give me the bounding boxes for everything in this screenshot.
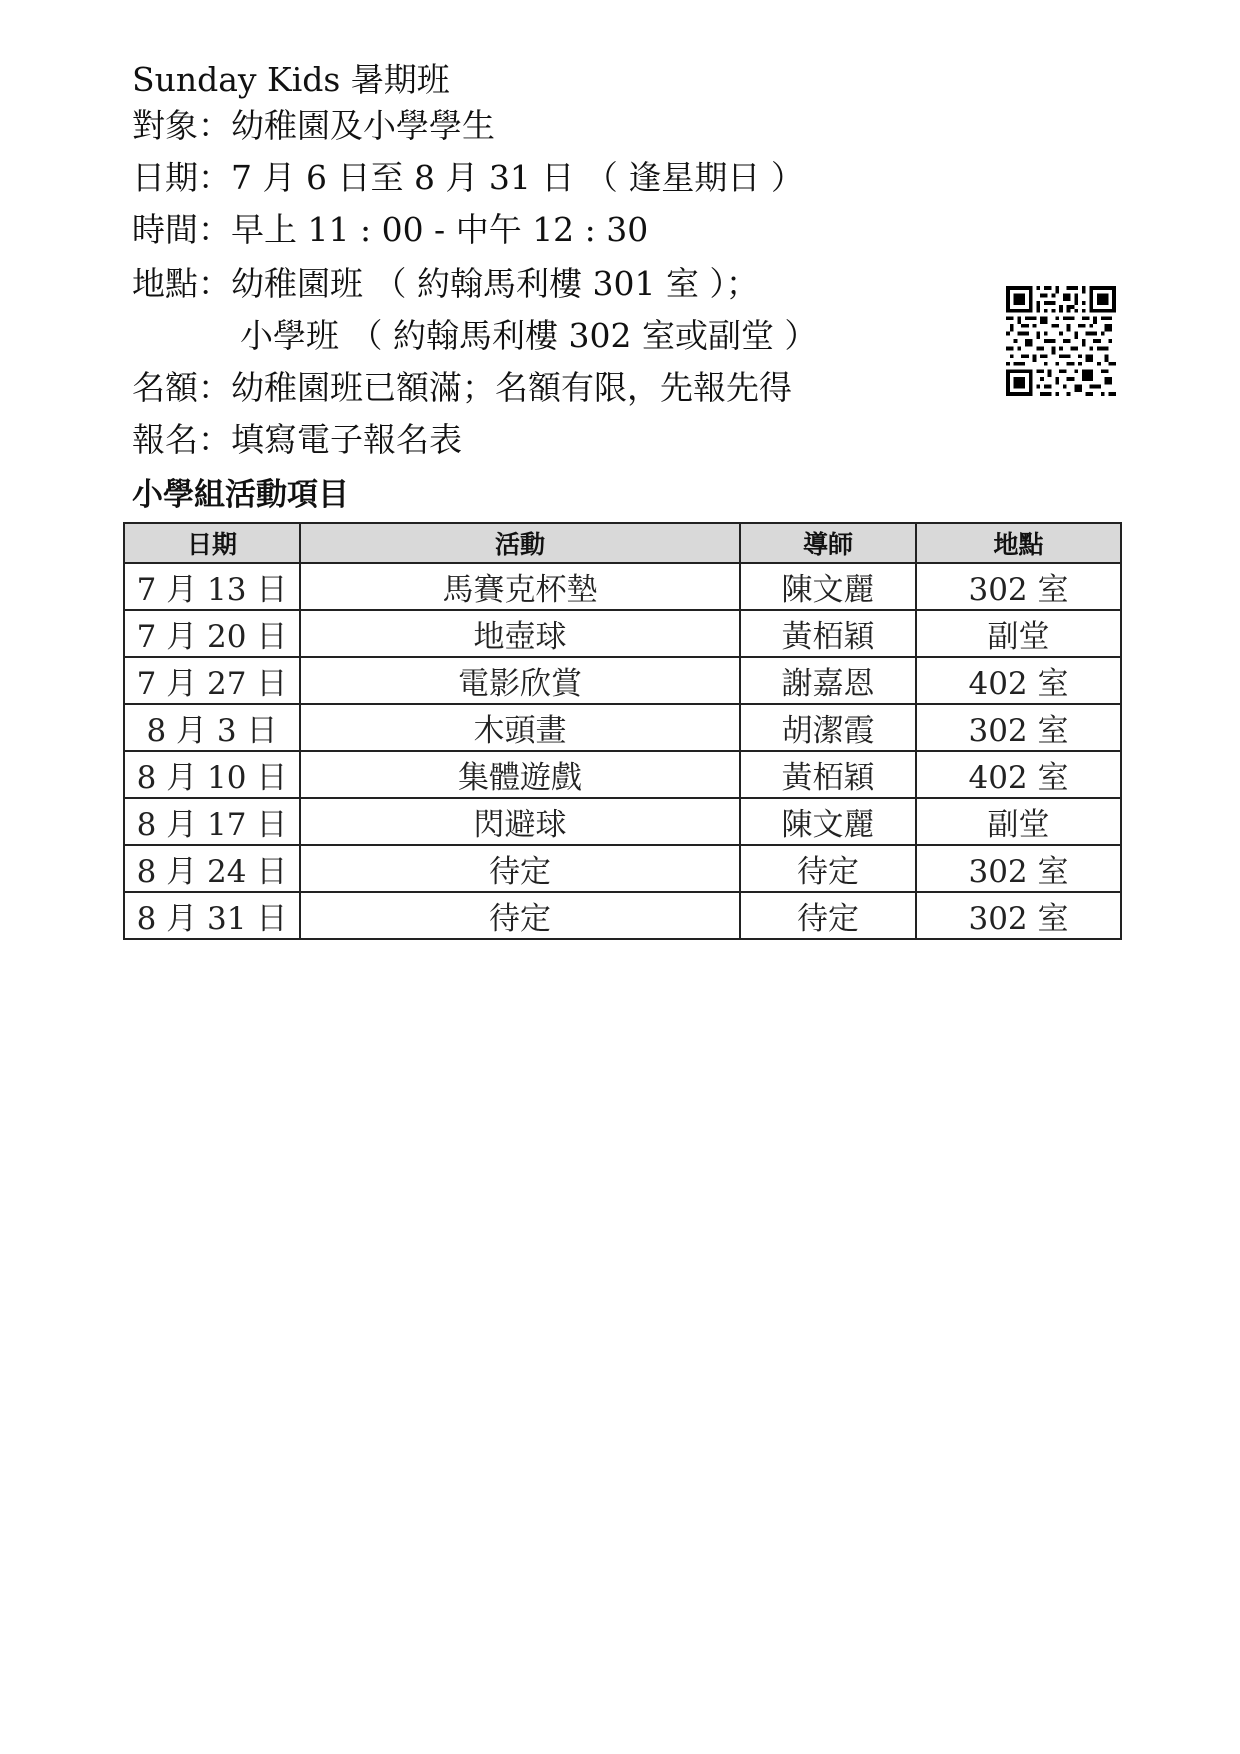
table-row (124, 892, 1121, 939)
info-date (132, 156, 804, 200)
cell-tutor: 陳文麗 (740, 563, 916, 610)
section-heading: 小學組活動項目 (132, 477, 349, 513)
cell-date: 8 月 3 日 (124, 704, 300, 751)
cell-venue: 402 室 (916, 751, 1121, 798)
cell-tutor: 待定 (740, 845, 916, 892)
table-row (124, 657, 1121, 704)
info-venue (132, 262, 759, 306)
info-venue-label: 地點： (132, 264, 231, 303)
cell-activity: 待定 (300, 845, 740, 892)
header-activity: 活動 (300, 523, 740, 563)
cell-venue: 402 室 (916, 657, 1121, 704)
cell-tutor: 黃栢穎 (740, 610, 916, 657)
info-registration-label: 報名： (132, 420, 231, 459)
info-quota (132, 366, 792, 410)
info-date-label: 日期： (132, 158, 231, 197)
cell-venue: 副堂 (916, 610, 1121, 657)
table-row (124, 845, 1121, 892)
info-time-value: 早上 11 : 00 - 中午 12 : 30 (231, 210, 649, 249)
cell-tutor: 待定 (740, 892, 916, 939)
header-date: 日期 (124, 523, 300, 563)
activity-table (123, 522, 1122, 940)
cell-venue: 302 室 (916, 845, 1121, 892)
cell-activity: 電影欣賞 (300, 657, 740, 704)
cell-activity: 地壺球 (300, 610, 740, 657)
info-time-label: 時間： (132, 210, 231, 249)
cell-venue: 302 室 (916, 892, 1121, 939)
info-quota-value: 幼稚園班已額滿；名額有限，先報先得 (231, 368, 792, 407)
info-target-label: 對象： (132, 106, 231, 145)
cell-tutor: 黃栢穎 (740, 751, 916, 798)
cell-tutor: 謝嘉恩 (740, 657, 916, 704)
cell-tutor: 陳文麗 (740, 798, 916, 845)
cell-date: 7 月 13 日 (124, 563, 300, 610)
cell-date: 8 月 31 日 (124, 892, 300, 939)
info-time (132, 208, 648, 252)
table-row (124, 798, 1121, 845)
cell-venue: 302 室 (916, 563, 1121, 610)
cell-venue: 副堂 (916, 798, 1121, 845)
info-quota-label: 名額： (132, 368, 231, 407)
info-target (132, 104, 495, 148)
cell-date: 7 月 27 日 (124, 657, 300, 704)
cell-date: 8 月 10 日 (124, 751, 300, 798)
header-venue: 地點 (916, 523, 1121, 563)
cell-activity: 閃避球 (300, 798, 740, 845)
table-row (124, 704, 1121, 751)
info-registration (132, 418, 462, 462)
cell-activity: 集體遊戲 (300, 751, 740, 798)
cell-activity: 待定 (300, 892, 740, 939)
page-title: Sunday Kids 暑期班 (132, 60, 450, 99)
info-venue-value-2: 小學班 （ 約翰馬利樓 302 室或副堂 ） (240, 316, 818, 355)
header-tutor: 導師 (740, 523, 916, 563)
info-venue-value: 幼稚園班 （ 約翰馬利樓 301 室 ）； (231, 264, 759, 303)
table-header-row (124, 523, 1121, 563)
cell-date: 7 月 20 日 (124, 610, 300, 657)
table-row (124, 563, 1121, 610)
table-row (124, 751, 1121, 798)
cell-activity: 木頭畫 (300, 704, 740, 751)
info-date-value: 7 月 6 日至 8 月 31 日 （ 逢星期日 ） (231, 158, 804, 197)
cell-date: 8 月 24 日 (124, 845, 300, 892)
qr-code-icon[interactable] (1006, 286, 1116, 396)
cell-venue: 302 室 (916, 704, 1121, 751)
cell-activity: 馬賽克杯墊 (300, 563, 740, 610)
info-target-value: 幼稚園及小學學生 (231, 106, 495, 145)
cell-tutor: 胡潔霞 (740, 704, 916, 751)
table-row (124, 610, 1121, 657)
info-registration-value: 填寫電子報名表 (231, 420, 462, 459)
cell-date: 8 月 17 日 (124, 798, 300, 845)
